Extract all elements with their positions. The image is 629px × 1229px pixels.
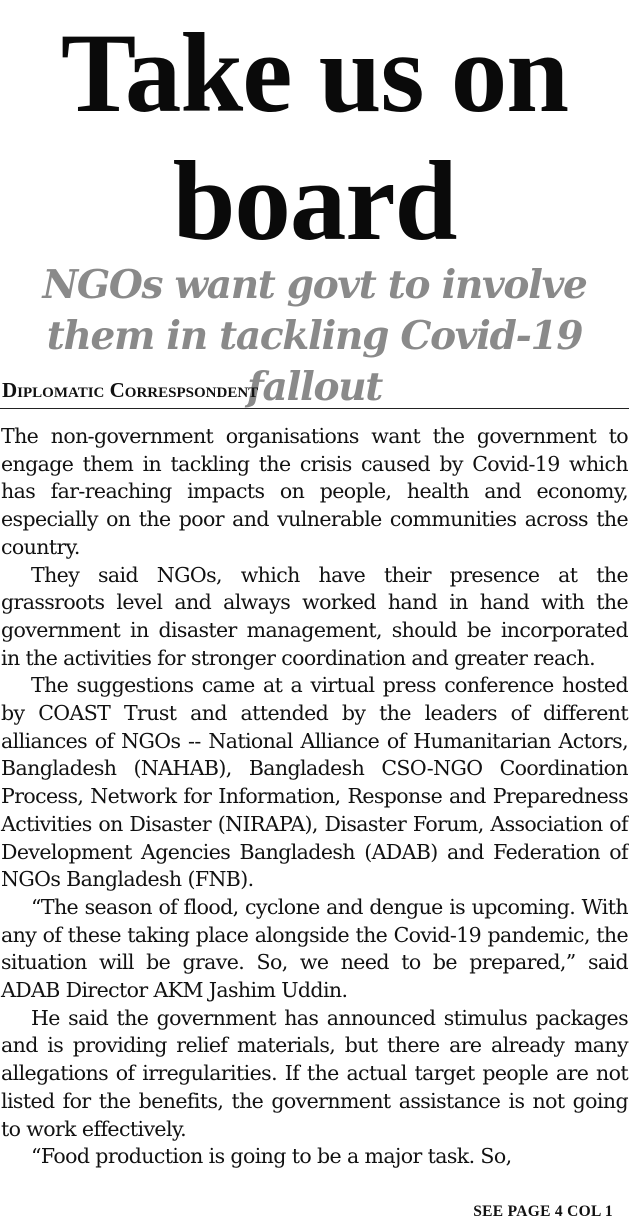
byline: Diplomatic Correspsondent (2, 378, 259, 402)
byline-divider (0, 408, 629, 409)
deck-subheadline: NGOs want govt to involve them in tackling Covid-19 fallout (42, 262, 587, 410)
continuation-jump-line: SEE PAGE 4 COL 1 (473, 1203, 613, 1220)
paragraph: He said the government has announced stimulus packages and is providing relief materials, but there are already many allegations of irregularities. If the actual target people are not listed for the benefits, the government assistance is not going to work effectively. (1, 1005, 628, 1141)
paragraph: The suggestions came at a virtual press conference hosted by COAST Trust and attended by the leaders of different alliances of NGOs -- National Alliance of Humanitarian Actors, Bangladesh (NAHAB), Bangladesh CSO-NGO Coordination Process, Network for Information, Response and Preparedness Activities on Disaster (NIRAPA), Disaster Forum, Association of Development Agencies Bangladesh (ADAB) and Federation of NGOs Bangladesh (FNB). (1, 673, 628, 892)
paragraph: “The season of flood, cyclone and dengue is upcoming. With any of these taking place alongside the Covid-19 pandemic, the situation will be grave. So, we need to be prepared,” said ADAB Director AKM Jashim Uddin. (1, 894, 628, 1003)
paragraph: “Food production is going to be a major task. So, (31, 1144, 512, 1169)
headline: Take us on board (60, 11, 569, 264)
paragraph: They said NGOs, which have their presence at the grassroots level and always worked hand in hand with the government in disaster management, should be incorporated in the activities for stronger coordination and greater reach. (1, 562, 628, 670)
article-body (1, 423, 628, 1171)
paragraph: The non-government organisations want the government to engage them in tackling the crisis caused by Covid-19 which has far-reaching impacts on people, health and economy, especially on the poor and vulnerable communities across the country. (1, 424, 628, 559)
